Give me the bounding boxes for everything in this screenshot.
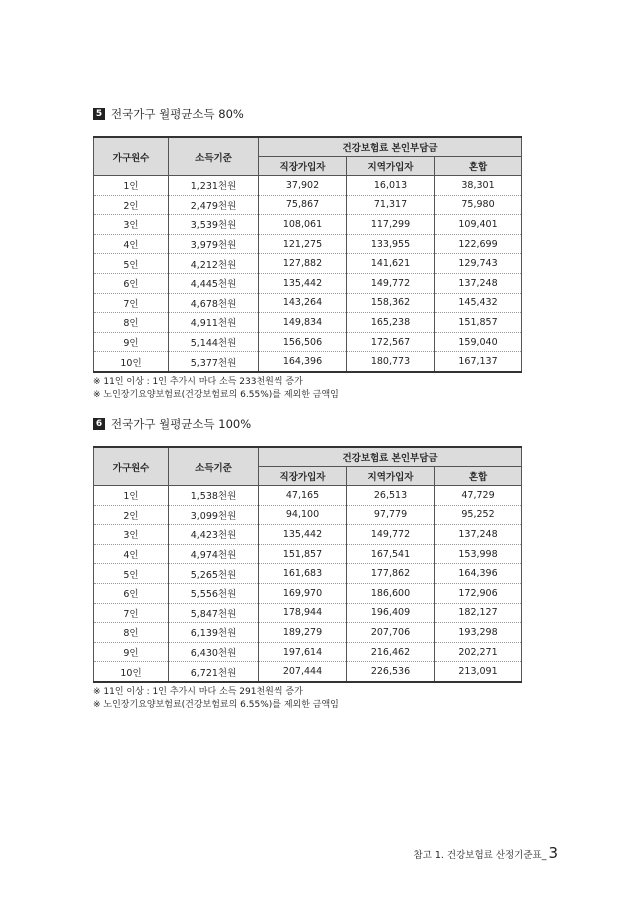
cell-employee: 135,442 <box>259 273 347 293</box>
table-body <box>94 176 522 372</box>
cell-regional: 226,536 <box>347 662 435 682</box>
premium-table <box>93 136 522 373</box>
cell-employee: 121,275 <box>259 234 347 254</box>
cell-household: 1인 <box>94 176 169 196</box>
cell-employee: 37,902 <box>259 176 347 196</box>
cell-income: 4,911천원 <box>169 313 259 333</box>
cell-regional: 26,513 <box>347 486 435 506</box>
cell-mixed: 129,743 <box>435 254 522 274</box>
header-group: 건강보험료 본인부담금 <box>259 447 522 467</box>
cell-employee: 161,683 <box>259 564 347 584</box>
cell-household: 3인 <box>94 215 169 235</box>
page-footer <box>413 844 558 862</box>
cell-income: 3,539천원 <box>169 215 259 235</box>
cell-income: 1,231천원 <box>169 176 259 196</box>
cell-income: 6,430천원 <box>169 642 259 662</box>
cell-employee: 135,442 <box>259 525 347 545</box>
cell-employee: 151,857 <box>259 544 347 564</box>
cell-employee: 75,867 <box>259 195 347 215</box>
cell-household: 8인 <box>94 623 169 643</box>
cell-regional: 167,541 <box>347 544 435 564</box>
cell-income: 1,538천원 <box>169 486 259 506</box>
cell-household: 10인 <box>94 662 169 682</box>
table-row <box>94 215 522 235</box>
cell-regional: 165,238 <box>347 313 435 333</box>
cell-income: 5,847천원 <box>169 603 259 623</box>
cell-mixed: 167,137 <box>435 352 522 372</box>
cell-mixed: 193,298 <box>435 623 522 643</box>
table-body <box>94 486 522 682</box>
cell-mixed: 164,396 <box>435 564 522 584</box>
cell-household: 3인 <box>94 525 169 545</box>
cell-employee: 169,970 <box>259 583 347 603</box>
section-title-text: 전국가구 월평균소득 80% <box>111 107 244 121</box>
header-mixed: 혼합 <box>435 157 522 176</box>
cell-regional: 172,567 <box>347 332 435 352</box>
header-regional: 지역가입자 <box>347 467 435 486</box>
cell-mixed: 122,699 <box>435 234 522 254</box>
cell-employee: 164,396 <box>259 352 347 372</box>
cell-income: 5,377천원 <box>169 352 259 372</box>
cell-regional: 207,706 <box>347 623 435 643</box>
cell-regional: 216,462 <box>347 642 435 662</box>
note: ※ 11인 이상 : 1인 추가시 마다 소득 233천원씩 증가 <box>93 376 303 387</box>
cell-income: 3,099천원 <box>169 505 259 525</box>
cell-mixed: 213,091 <box>435 662 522 682</box>
table-row <box>94 583 522 603</box>
cell-regional: 133,955 <box>347 234 435 254</box>
cell-regional: 141,621 <box>347 254 435 274</box>
cell-household: 9인 <box>94 642 169 662</box>
table-row <box>94 505 522 525</box>
table-row <box>94 544 522 564</box>
cell-household: 4인 <box>94 544 169 564</box>
cell-household: 9인 <box>94 332 169 352</box>
section-title-text: 전국가구 월평균소득 100% <box>111 417 252 431</box>
cell-employee: 207,444 <box>259 662 347 682</box>
cell-mixed: 151,857 <box>435 313 522 333</box>
cell-household: 6인 <box>94 583 169 603</box>
table-row <box>94 486 522 506</box>
cell-mixed: 182,127 <box>435 603 522 623</box>
cell-household: 6인 <box>94 273 169 293</box>
cell-employee: 156,506 <box>259 332 347 352</box>
cell-regional: 149,772 <box>347 525 435 545</box>
notes <box>93 686 521 712</box>
cell-employee: 127,882 <box>259 254 347 274</box>
notes <box>93 376 521 402</box>
cell-regional: 196,409 <box>347 603 435 623</box>
cell-mixed: 137,248 <box>435 273 522 293</box>
note: ※ 11인 이상 : 1인 추가시 마다 소득 291천원씩 증가 <box>93 686 303 697</box>
table-row <box>94 525 522 545</box>
table-row <box>94 642 522 662</box>
footer-text: 참고 1. 건강보험료 산정기준표 <box>413 850 542 861</box>
table-row <box>94 273 522 293</box>
cell-mixed: 47,729 <box>435 486 522 506</box>
table-row <box>94 623 522 643</box>
cell-mixed: 95,252 <box>435 505 522 525</box>
cell-regional: 158,362 <box>347 293 435 313</box>
cell-regional: 16,013 <box>347 176 435 196</box>
cell-income: 4,423천원 <box>169 525 259 545</box>
table-row <box>94 293 522 313</box>
table-row <box>94 313 522 333</box>
cell-household: 7인 <box>94 603 169 623</box>
cell-regional: 177,862 <box>347 564 435 584</box>
cell-household: 8인 <box>94 313 169 333</box>
section-6 <box>93 416 521 712</box>
cell-household: 4인 <box>94 234 169 254</box>
table-row <box>94 176 522 196</box>
cell-employee: 178,944 <box>259 603 347 623</box>
note: ※ 노인장기요양보험료(건강보험료의 6.55%)를 제외한 금액임 <box>93 389 339 400</box>
header-employee: 직장가입자 <box>259 157 347 176</box>
cell-household: 1인 <box>94 486 169 506</box>
cell-household: 5인 <box>94 564 169 584</box>
cell-employee: 197,614 <box>259 642 347 662</box>
header-income: 소득기준 <box>169 447 259 486</box>
cell-mixed: 202,271 <box>435 642 522 662</box>
cell-employee: 108,061 <box>259 215 347 235</box>
cell-employee: 47,165 <box>259 486 347 506</box>
note: ※ 노인장기요양보험료(건강보험료의 6.55%)를 제외한 금액임 <box>93 699 339 710</box>
cell-income: 5,556천원 <box>169 583 259 603</box>
cell-regional: 149,772 <box>347 273 435 293</box>
cell-mixed: 153,998 <box>435 544 522 564</box>
table-row <box>94 662 522 682</box>
cell-mixed: 137,248 <box>435 525 522 545</box>
table-row <box>94 603 522 623</box>
section-title <box>93 106 521 122</box>
cell-mixed: 159,040 <box>435 332 522 352</box>
cell-income: 6,721천원 <box>169 662 259 682</box>
header-group: 건강보험료 본인부담금 <box>259 137 522 157</box>
cell-regional: 71,317 <box>347 195 435 215</box>
section-number: 6 <box>93 418 105 430</box>
cell-household: 7인 <box>94 293 169 313</box>
table-row <box>94 254 522 274</box>
cell-income: 5,265천원 <box>169 564 259 584</box>
section-5 <box>93 106 521 402</box>
table-row <box>94 332 522 352</box>
table-row <box>94 234 522 254</box>
cell-household: 10인 <box>94 352 169 372</box>
cell-regional: 180,773 <box>347 352 435 372</box>
cell-mixed: 38,301 <box>435 176 522 196</box>
cell-income: 5,144천원 <box>169 332 259 352</box>
cell-regional: 117,299 <box>347 215 435 235</box>
cell-regional: 186,600 <box>347 583 435 603</box>
cell-income: 4,445천원 <box>169 273 259 293</box>
cell-income: 3,979천원 <box>169 234 259 254</box>
cell-income: 2,479천원 <box>169 195 259 215</box>
cell-employee: 189,279 <box>259 623 347 643</box>
section-number: 5 <box>93 108 105 120</box>
cell-household: 2인 <box>94 195 169 215</box>
table-row <box>94 564 522 584</box>
cell-employee: 94,100 <box>259 505 347 525</box>
header-mixed: 혼합 <box>435 467 522 486</box>
premium-table <box>93 446 522 683</box>
header-household: 가구원수 <box>94 447 169 486</box>
table-row <box>94 195 522 215</box>
cell-regional: 97,779 <box>347 505 435 525</box>
header-income: 소득기준 <box>169 137 259 176</box>
cell-household: 5인 <box>94 254 169 274</box>
cell-income: 4,212천원 <box>169 254 259 274</box>
page-number: 3 <box>548 844 558 862</box>
header-regional: 지역가입자 <box>347 157 435 176</box>
cell-household: 2인 <box>94 505 169 525</box>
section-title <box>93 416 521 432</box>
cell-mixed: 145,432 <box>435 293 522 313</box>
cell-mixed: 109,401 <box>435 215 522 235</box>
cell-income: 4,678천원 <box>169 293 259 313</box>
header-household: 가구원수 <box>94 137 169 176</box>
cell-employee: 143,264 <box>259 293 347 313</box>
header-employee: 직장가입자 <box>259 467 347 486</box>
cell-employee: 149,834 <box>259 313 347 333</box>
footer-separator: _ <box>541 850 547 861</box>
cell-mixed: 75,980 <box>435 195 522 215</box>
cell-income: 4,974천원 <box>169 544 259 564</box>
table-row <box>94 352 522 372</box>
cell-mixed: 172,906 <box>435 583 522 603</box>
cell-income: 6,139천원 <box>169 623 259 643</box>
